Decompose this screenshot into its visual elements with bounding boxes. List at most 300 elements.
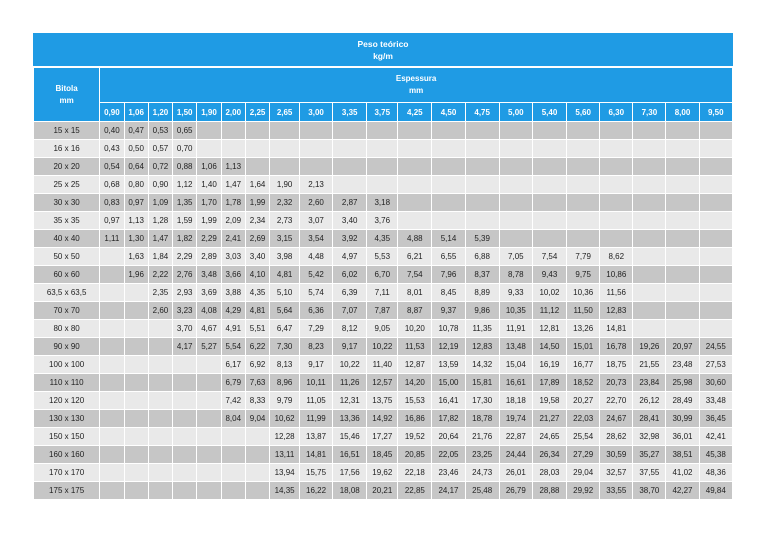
weight-cell: 11,35: [465, 320, 499, 338]
table-row: [34, 320, 733, 338]
weight-cell: 15,75: [300, 464, 333, 482]
weight-cell: 5,64: [270, 302, 300, 320]
weight-cell: [567, 194, 600, 212]
weight-cell: [100, 410, 124, 428]
weight-cell: 4,67: [197, 320, 221, 338]
weight-cell: [124, 320, 148, 338]
weight-cell: [699, 194, 732, 212]
weight-cell: [633, 122, 666, 140]
weight-cell: 15,81: [465, 374, 499, 392]
weight-cell: [432, 212, 465, 230]
weight-cell: 0,53: [148, 122, 172, 140]
weight-cell: 30,59: [600, 446, 633, 464]
weight-cell: 0,80: [124, 176, 148, 194]
weight-cell: [699, 284, 732, 302]
bitola-cell: 175 x 175: [34, 482, 100, 500]
thickness-header-cell: 3,00: [300, 103, 333, 122]
weight-cell: 19,74: [499, 410, 532, 428]
weight-cell: [148, 464, 172, 482]
weight-cell: [567, 140, 600, 158]
weight-cell: [221, 122, 245, 140]
bitola-cell: 16 x 16: [34, 140, 100, 158]
weight-cell: 11,56: [600, 284, 633, 302]
weight-cell: 16,41: [432, 392, 465, 410]
weight-cell: [148, 320, 172, 338]
weight-cell: 32,98: [633, 428, 666, 446]
weight-cell: 12,19: [432, 338, 465, 356]
weight-cell: 9,86: [465, 302, 499, 320]
bitola-cell: 50 x 50: [34, 248, 100, 266]
weight-cell: 18,45: [367, 446, 398, 464]
weight-cell: 38,70: [633, 482, 666, 500]
weight-cell: [245, 122, 269, 140]
weight-cell: 1,35: [173, 194, 197, 212]
weight-cell: 1,47: [148, 230, 172, 248]
weight-cell: 1,82: [173, 230, 197, 248]
weight-cell: 23,48: [666, 356, 699, 374]
weight-cell: 10,62: [270, 410, 300, 428]
weight-cell: [465, 140, 499, 158]
weight-cell: 10,22: [367, 338, 398, 356]
weight-cell: 5,74: [300, 284, 333, 302]
bitola-cell: 150 x 150: [34, 428, 100, 446]
bitola-cell: 80 x 80: [34, 320, 100, 338]
weight-cell: [124, 446, 148, 464]
weight-cell: [124, 302, 148, 320]
weight-cell: 8,12: [333, 320, 367, 338]
bitola-cell: 35 x 35: [34, 212, 100, 230]
weight-cell: [699, 248, 732, 266]
table-title: [33, 33, 733, 67]
weight-cell: [699, 140, 732, 158]
weight-cell: [532, 158, 566, 176]
weight-cell: [367, 122, 398, 140]
weight-cell: 11,99: [300, 410, 333, 428]
weight-cell: 11,50: [567, 302, 600, 320]
bitola-header: [34, 68, 100, 122]
weight-cell: 22,85: [398, 482, 432, 500]
weight-cell: 14,81: [300, 446, 333, 464]
weight-cell: 21,76: [465, 428, 499, 446]
weight-cell: [699, 266, 732, 284]
weight-cell: 1,63: [124, 248, 148, 266]
weight-cell: 9,17: [300, 356, 333, 374]
weight-cell: [333, 140, 367, 158]
weight-cell: 1,99: [245, 194, 269, 212]
weight-cell: 42,27: [666, 482, 699, 500]
weight-cell: [666, 158, 699, 176]
weight-cell: [197, 464, 221, 482]
weight-cell: 12,87: [398, 356, 432, 374]
weight-cell: [173, 482, 197, 500]
weight-cell: [600, 230, 633, 248]
weight-cell: 2,69: [245, 230, 269, 248]
weight-cell: [367, 158, 398, 176]
weight-cell: 0,40: [100, 122, 124, 140]
weight-cell: [600, 212, 633, 230]
weight-cell: 0,47: [124, 122, 148, 140]
weight-cell: [532, 212, 566, 230]
weight-cell: [633, 212, 666, 230]
weight-cell: 21,27: [532, 410, 566, 428]
weight-cell: 2,87: [333, 194, 367, 212]
weight-cell: 1,13: [221, 158, 245, 176]
weight-cell: 7,42: [221, 392, 245, 410]
weight-cell: [148, 374, 172, 392]
weight-cell: 20,97: [666, 338, 699, 356]
weight-cell: 2,60: [148, 302, 172, 320]
weight-cell: [270, 122, 300, 140]
weight-cell: 3,76: [367, 212, 398, 230]
weight-cell: 13,94: [270, 464, 300, 482]
weight-cell: 8,13: [270, 356, 300, 374]
weight-cell: [567, 176, 600, 194]
weight-cell: [666, 284, 699, 302]
weight-cell: 9,75: [567, 266, 600, 284]
weight-cell: [221, 428, 245, 446]
weight-cell: [432, 194, 465, 212]
weight-cell: 33,55: [600, 482, 633, 500]
weight-cell: 16,19: [532, 356, 566, 374]
weight-cell: [666, 176, 699, 194]
weight-cell: 17,82: [432, 410, 465, 428]
weight-cell: 4,35: [245, 284, 269, 302]
weight-cell: 14,50: [532, 338, 566, 356]
weight-cell: [124, 338, 148, 356]
weight-cell: 7,87: [367, 302, 398, 320]
weight-cell: 0,68: [100, 176, 124, 194]
weight-cell: 7,96: [432, 266, 465, 284]
weight-cell: 5,42: [300, 266, 333, 284]
weight-cell: 7,30: [270, 338, 300, 356]
weight-cell: [333, 176, 367, 194]
weight-cell: 5,14: [432, 230, 465, 248]
weight-cell: 0,90: [148, 176, 172, 194]
weight-cell: 3,70: [173, 320, 197, 338]
weight-cell: [465, 176, 499, 194]
weight-cell: 2,09: [221, 212, 245, 230]
weight-cell: 2,34: [245, 212, 269, 230]
weight-cell: 0,72: [148, 158, 172, 176]
weight-cell: 12,31: [333, 392, 367, 410]
weight-cell: 8,37: [465, 266, 499, 284]
weight-cell: [465, 194, 499, 212]
weight-cell: 4,17: [173, 338, 197, 356]
weight-cell: 1,78: [221, 194, 245, 212]
weight-cell: [100, 464, 124, 482]
weight-cell: 29,92: [567, 482, 600, 500]
weight-cell: 7,63: [245, 374, 269, 392]
table-row: [34, 212, 733, 230]
title-line-1: Peso teórico: [357, 38, 409, 49]
table-row: [34, 338, 733, 356]
weight-cell: [367, 140, 398, 158]
weight-cell: 3,48: [197, 266, 221, 284]
weight-cell: 1,96: [124, 266, 148, 284]
weight-cell: [532, 194, 566, 212]
table-row: [34, 176, 733, 194]
weight-cell: 7,54: [398, 266, 432, 284]
bitola-cell: 30 x 30: [34, 194, 100, 212]
bitola-cell: 90 x 90: [34, 338, 100, 356]
weight-cell: 3,88: [221, 284, 245, 302]
bitola-cell: 110 x 110: [34, 374, 100, 392]
table-row: [34, 140, 733, 158]
weight-cell: 10,35: [499, 302, 532, 320]
weight-cell: 0,43: [100, 140, 124, 158]
weight-cell: [633, 266, 666, 284]
weight-cell: 45,38: [699, 446, 732, 464]
weight-cell: 15,53: [398, 392, 432, 410]
weight-cell: 0,54: [100, 158, 124, 176]
weight-cell: 4,97: [333, 248, 367, 266]
weight-cell: 22,18: [398, 464, 432, 482]
thickness-header-cell: 1,90: [197, 103, 221, 122]
weight-cell: [173, 410, 197, 428]
weight-cell: [333, 122, 367, 140]
weight-cell: 28,62: [600, 428, 633, 446]
weight-cell: 5,53: [367, 248, 398, 266]
weight-cell: [100, 248, 124, 266]
weight-cell: 25,54: [567, 428, 600, 446]
weight-cell: 0,65: [173, 122, 197, 140]
weight-cell: 0,97: [100, 212, 124, 230]
weight-cell: [398, 176, 432, 194]
weight-cell: [532, 140, 566, 158]
weight-cell: [300, 158, 333, 176]
weight-cell: [245, 428, 269, 446]
weight-cell: [633, 194, 666, 212]
weight-cell: [124, 464, 148, 482]
weight-cell: 2,29: [173, 248, 197, 266]
weight-cell: [633, 248, 666, 266]
thickness-header-cell: 4,50: [432, 103, 465, 122]
weight-cell: 10,02: [532, 284, 566, 302]
weight-cell: [197, 122, 221, 140]
weight-cell: 13,87: [300, 428, 333, 446]
weight-cell: [148, 338, 172, 356]
weight-cell: [666, 212, 699, 230]
weight-cell: 22,87: [499, 428, 532, 446]
weight-cell: 41,02: [666, 464, 699, 482]
weight-cell: [633, 158, 666, 176]
weight-cell: 10,36: [567, 284, 600, 302]
weight-cell: 1,84: [148, 248, 172, 266]
thickness-header-cell: 2,25: [245, 103, 269, 122]
weight-cell: [532, 122, 566, 140]
weight-cell: [197, 356, 221, 374]
weight-cell: 29,04: [567, 464, 600, 482]
weight-cell: 24,55: [699, 338, 732, 356]
weight-cell: [173, 392, 197, 410]
weight-cell: 7,54: [532, 248, 566, 266]
weight-cell: [100, 266, 124, 284]
weight-cell: [124, 392, 148, 410]
weight-cell: [197, 392, 221, 410]
weight-cell: 36,45: [699, 410, 732, 428]
weight-cell: [173, 446, 197, 464]
weight-cell: 13,59: [432, 356, 465, 374]
thickness-header-cell: 7,30: [633, 103, 666, 122]
weight-cell: 11,40: [367, 356, 398, 374]
table-row: [34, 302, 733, 320]
weight-cell: 18,18: [499, 392, 532, 410]
weight-cell: 11,53: [398, 338, 432, 356]
weight-cell: 13,36: [333, 410, 367, 428]
weight-cell: 3,23: [173, 302, 197, 320]
weight-cell: [699, 230, 732, 248]
weight-cell: 7,05: [499, 248, 532, 266]
weight-cell: 2,35: [148, 284, 172, 302]
weight-cell: 10,22: [333, 356, 367, 374]
weight-cell: 20,64: [432, 428, 465, 446]
weight-cell: 21,55: [633, 356, 666, 374]
bitola-cell: 170 x 170: [34, 464, 100, 482]
weight-cell: 17,56: [333, 464, 367, 482]
thickness-header-cell: 4,25: [398, 103, 432, 122]
weight-cell: 30,99: [666, 410, 699, 428]
weight-cell: 1,47: [221, 176, 245, 194]
weight-table-container: [33, 33, 733, 500]
weight-cell: 35,27: [633, 446, 666, 464]
weight-cell: 17,30: [465, 392, 499, 410]
weight-cell: 6,36: [300, 302, 333, 320]
weight-cell: 3,07: [300, 212, 333, 230]
weight-cell: [270, 158, 300, 176]
weight-cell: [100, 320, 124, 338]
weight-cell: 26,34: [532, 446, 566, 464]
weight-cell: [148, 446, 172, 464]
table-row: [34, 446, 733, 464]
table-row: [34, 284, 733, 302]
weight-cell: [300, 140, 333, 158]
weight-cell: [221, 446, 245, 464]
table-body: [34, 122, 733, 500]
weight-cell: 2,93: [173, 284, 197, 302]
title-line-2: kg/m: [373, 50, 393, 61]
weight-cell: [633, 320, 666, 338]
weight-cell: [197, 374, 221, 392]
weight-cell: 15,04: [499, 356, 532, 374]
weight-cell: 16,77: [567, 356, 600, 374]
weight-cell: 7,07: [333, 302, 367, 320]
weight-cell: 9,79: [270, 392, 300, 410]
weight-cell: 12,81: [532, 320, 566, 338]
weight-cell: [197, 482, 221, 500]
weight-cell: [633, 284, 666, 302]
weight-cell: [633, 176, 666, 194]
weight-cell: 23,25: [465, 446, 499, 464]
weight-cell: 10,20: [398, 320, 432, 338]
weight-cell: 25,98: [666, 374, 699, 392]
weight-cell: [197, 428, 221, 446]
weight-cell: 14,20: [398, 374, 432, 392]
weight-cell: [148, 428, 172, 446]
weight-cell: 3,40: [333, 212, 367, 230]
table-row: [34, 122, 733, 140]
bitola-cell: 60 x 60: [34, 266, 100, 284]
weight-cell: 48,36: [699, 464, 732, 482]
weight-cell: [148, 410, 172, 428]
weight-cell: 11,12: [532, 302, 566, 320]
weight-cell: [221, 482, 245, 500]
weight-cell: 9,17: [333, 338, 367, 356]
weight-cell: [699, 302, 732, 320]
weight-cell: 18,75: [600, 356, 633, 374]
weight-cell: 8,89: [465, 284, 499, 302]
weight-cell: 38,51: [666, 446, 699, 464]
weight-cell: [465, 158, 499, 176]
weight-cell: 4,81: [245, 302, 269, 320]
weight-cell: 16,51: [333, 446, 367, 464]
weight-cell: [666, 140, 699, 158]
weight-cell: 1,99: [197, 212, 221, 230]
weight-cell: 9,37: [432, 302, 465, 320]
weight-cell: 3,15: [270, 230, 300, 248]
weight-cell: 0,83: [100, 194, 124, 212]
thickness-header-cell: 1,50: [173, 103, 197, 122]
weight-cell: [499, 194, 532, 212]
weight-cell: 1,06: [197, 158, 221, 176]
thickness-header-cell: 5,60: [567, 103, 600, 122]
weight-table: [33, 67, 733, 500]
weight-cell: [245, 158, 269, 176]
weight-cell: 19,62: [367, 464, 398, 482]
weight-cell: 20,85: [398, 446, 432, 464]
weight-cell: 6,88: [465, 248, 499, 266]
weight-cell: 6,92: [245, 356, 269, 374]
weight-cell: 18,78: [465, 410, 499, 428]
weight-cell: 14,35: [270, 482, 300, 500]
table-row: [34, 248, 733, 266]
weight-cell: [197, 140, 221, 158]
weight-cell: [465, 212, 499, 230]
weight-cell: [197, 446, 221, 464]
weight-cell: 8,01: [398, 284, 432, 302]
bitola-cell: 130 x 130: [34, 410, 100, 428]
weight-cell: 1,40: [197, 176, 221, 194]
weight-cell: [699, 158, 732, 176]
weight-cell: [432, 176, 465, 194]
weight-cell: [666, 302, 699, 320]
weight-cell: 9,05: [367, 320, 398, 338]
weight-cell: 12,57: [367, 374, 398, 392]
weight-cell: 9,43: [532, 266, 566, 284]
weight-cell: 6,55: [432, 248, 465, 266]
weight-cell: 13,75: [367, 392, 398, 410]
bitola-cell: 25 x 25: [34, 176, 100, 194]
weight-cell: 22,03: [567, 410, 600, 428]
weight-cell: 6,17: [221, 356, 245, 374]
weight-cell: [633, 140, 666, 158]
weight-cell: [124, 374, 148, 392]
weight-cell: 1,09: [148, 194, 172, 212]
weight-cell: 3,92: [333, 230, 367, 248]
weight-cell: [148, 356, 172, 374]
weight-cell: 27,29: [567, 446, 600, 464]
weight-cell: 18,08: [333, 482, 367, 500]
weight-cell: [499, 176, 532, 194]
weight-cell: [600, 122, 633, 140]
weight-cell: 27,53: [699, 356, 732, 374]
thickness-header-cell: 1,06: [124, 103, 148, 122]
weight-cell: 10,86: [600, 266, 633, 284]
table-row: [34, 464, 733, 482]
weight-cell: [124, 356, 148, 374]
thickness-header-cell: 0,90: [100, 103, 124, 122]
weight-cell: 3,18: [367, 194, 398, 212]
weight-cell: 1,12: [173, 176, 197, 194]
